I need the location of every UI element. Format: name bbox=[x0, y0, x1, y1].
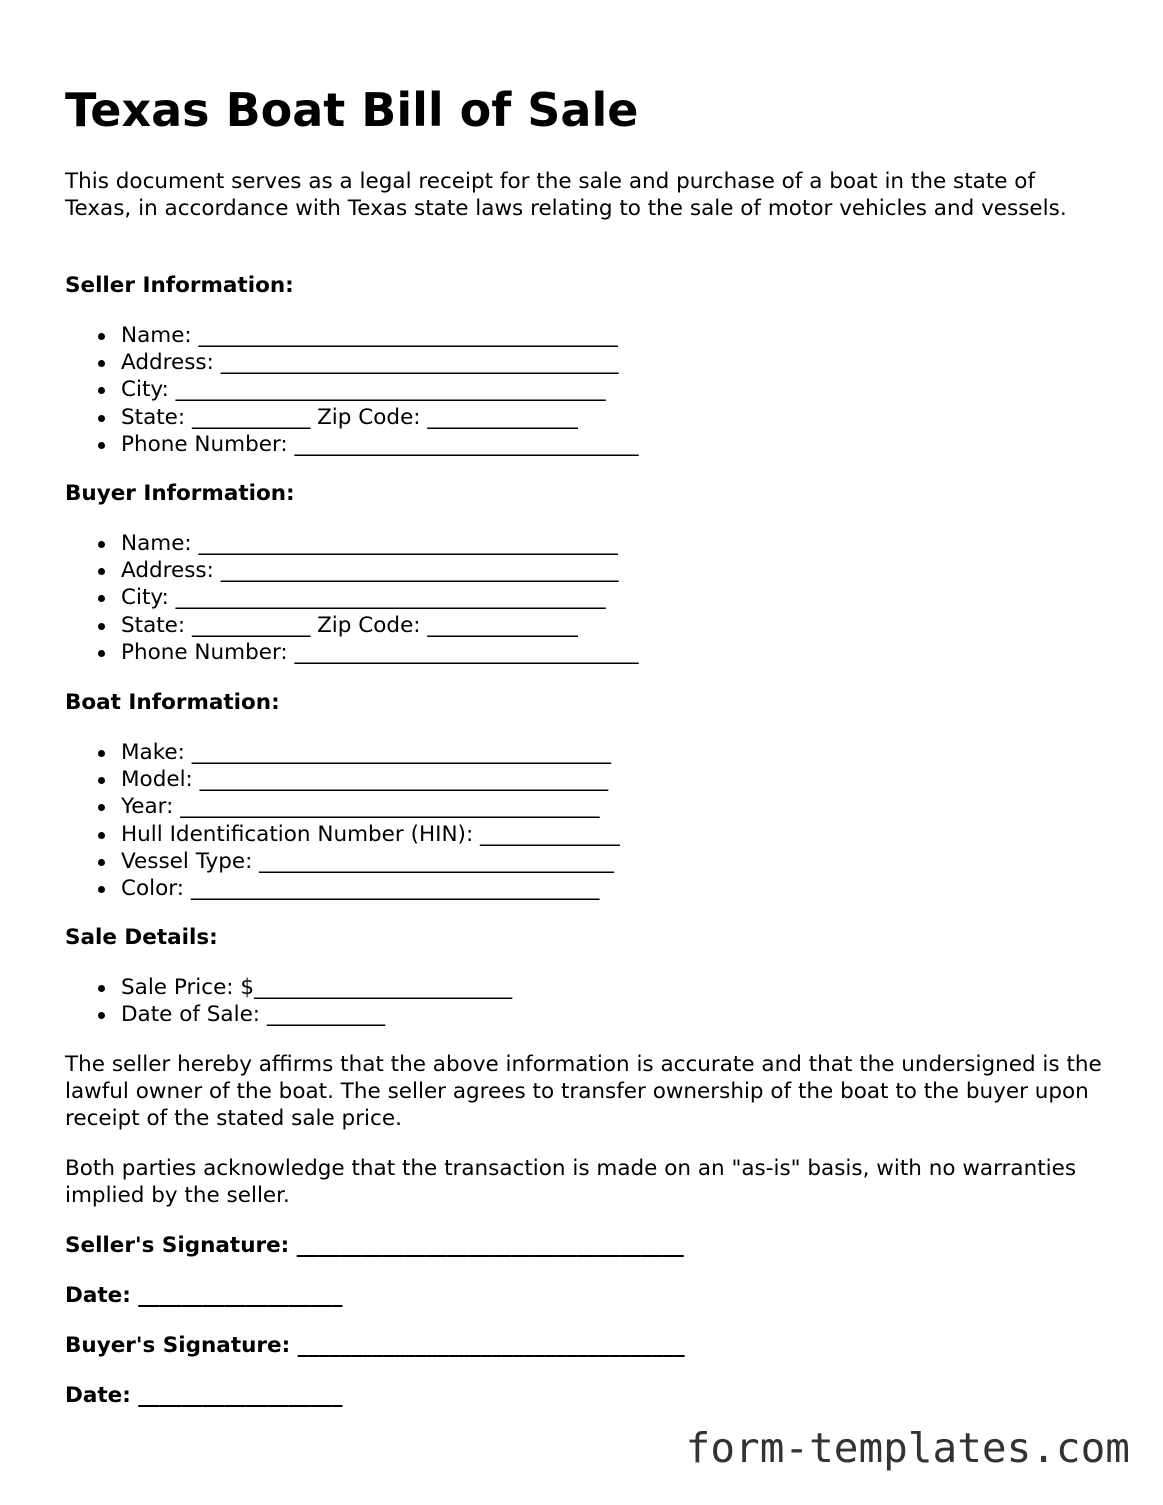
affirmation-paragraph: The seller hereby affirms that the above information is accurate and that the undersigned is the lawful owner of the boat. The seller agrees to transfer ownership of the boat to the buyer upon receipt of the stated sale price. bbox=[65, 1052, 1102, 1131]
sale-date-field[interactable]: Date of Sale: ___________ bbox=[65, 1001, 512, 1028]
sale-fields bbox=[65, 974, 512, 1028]
boat-vessel-type-field[interactable]: Vessel Type: _________________________________ bbox=[65, 848, 620, 875]
seller-heading: Seller Information: bbox=[65, 273, 294, 298]
buyer-heading: Buyer Information: bbox=[65, 481, 295, 506]
seller-date-line[interactable]: Date: ___________________ bbox=[65, 1283, 343, 1308]
sale-heading: Sale Details: bbox=[65, 925, 218, 950]
seller-signature-line[interactable]: Seller's Signature: ____________________________________ bbox=[65, 1233, 684, 1258]
page-title: Texas Boat Bill of Sale bbox=[65, 83, 639, 137]
sale-price-field[interactable]: Sale Price: $________________________ bbox=[65, 974, 512, 1001]
intro-paragraph: This document serves as a legal receipt for the sale and purchase of a boat in the state of Texas, in accordance with Texas state laws relating to the sale of motor vehicles and vessels. bbox=[65, 169, 1067, 221]
seller-city-field[interactable]: City: ________________________________________ bbox=[65, 376, 639, 403]
boat-color-field[interactable]: Color: ______________________________________ bbox=[65, 875, 620, 902]
buyer-phone-field[interactable]: Phone Number: ________________________________ bbox=[65, 639, 639, 666]
buyer-date-line[interactable]: Date: ___________________ bbox=[65, 1383, 343, 1408]
buyer-fields bbox=[65, 530, 639, 666]
boat-make-field[interactable]: Make: _______________________________________ bbox=[65, 739, 620, 766]
boat-year-field[interactable]: Year: _______________________________________ bbox=[65, 793, 620, 820]
boat-fields bbox=[65, 739, 620, 902]
buyer-name-field[interactable]: Name: _______________________________________ bbox=[65, 530, 639, 557]
boat-hin-field[interactable]: Hull Identification Number (HIN): _____________ bbox=[65, 821, 620, 848]
seller-fields bbox=[65, 322, 639, 458]
acknowledgement-paragraph: Both parties acknowledge that the transaction is made on an "as-is" basis, with no warranties implied by the seller. bbox=[65, 1156, 1077, 1208]
buyer-address-field[interactable]: Address: _____________________________________ bbox=[65, 557, 639, 584]
watermark-text: form-templates.com bbox=[685, 1424, 1130, 1472]
seller-state-zip-field[interactable]: State: ___________ Zip Code: ______________ bbox=[65, 404, 639, 431]
seller-address-field[interactable]: Address: _____________________________________ bbox=[65, 349, 639, 376]
buyer-city-field[interactable]: City: ________________________________________ bbox=[65, 584, 639, 611]
boat-model-field[interactable]: Model: ______________________________________ bbox=[65, 766, 620, 793]
boat-heading: Boat Information: bbox=[65, 690, 280, 715]
seller-phone-field[interactable]: Phone Number: ________________________________ bbox=[65, 431, 639, 458]
buyer-state-zip-field[interactable]: State: ___________ Zip Code: ______________ bbox=[65, 612, 639, 639]
seller-name-field[interactable]: Name: _______________________________________ bbox=[65, 322, 639, 349]
buyer-signature-line[interactable]: Buyer's Signature: ____________________________________ bbox=[65, 1333, 685, 1358]
